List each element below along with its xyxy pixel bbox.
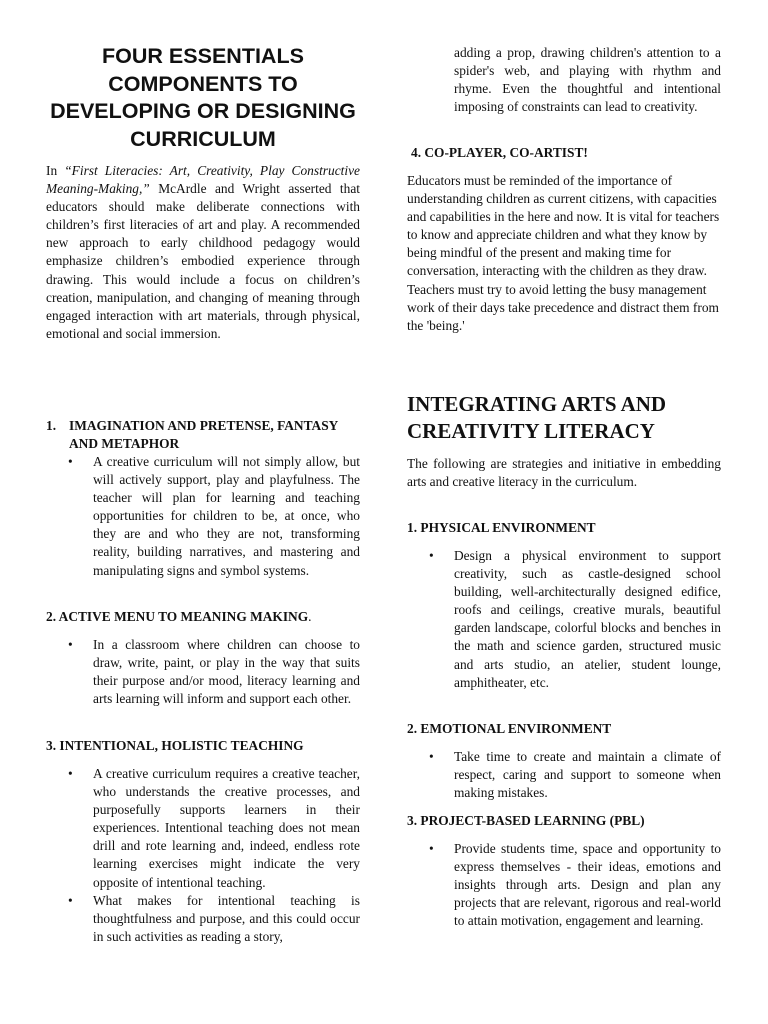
- book-title: “First Literacies: Art, Creativity, Play Constructive Meaning-Making,”: [46, 163, 360, 197]
- co-player-paragraph: Educators must be reminded of the importance of understanding children as current citizens, with capacities and capabilities in the here and now. It is vital for teachers to know and appreciate children and what they know by being mindful of the present and making time for conversation, interacting with the children as they draw. Teachers must try to avoid letting the busy management work of their days take precedence and distract them from the 'being.': [407, 173, 720, 333]
- bullet-icon: •: [429, 841, 434, 856]
- bullet-icon: •: [429, 548, 434, 563]
- bullet-icon: •: [68, 637, 73, 652]
- section-heading-co-player: 4. CO-PLAYER, CO-ARTIST!: [411, 145, 588, 160]
- list-item: [46, 453, 360, 580]
- physical-list: [407, 547, 721, 692]
- section-heading-physical: 1. PHYSICAL ENVIRONMENT: [407, 520, 596, 535]
- list-item: [46, 892, 360, 946]
- list-item-text: Provide students time, space and opportunity to express themselves - their ideas, emotions and insights through arts. Design and plan any projects that are relevant, rigorous and real-world to attain motivation, engagement and learning.: [454, 841, 721, 929]
- bullet-icon: •: [68, 454, 73, 469]
- integrating-intro: The following are strategies and initiative in embedding arts and creative literacy in the curriculum.: [407, 456, 721, 490]
- section-heading-text: 2. ACTIVE MENU TO MEANING MAKING: [46, 609, 309, 624]
- list-item-text: A creative curriculum will not simply allow, but will actively support, play and playfulness. The teacher will plan for learning and teaching opportunities for children to be, at once, who they are and who they are not, transforming reality, building narratives, and mastering and manipulating signs and symbol systems.: [93, 454, 360, 578]
- list-item-text: What makes for intentional teaching is thoughtfulness and purpose, and this could occur in such activities as reading a story,: [93, 892, 360, 944]
- list-item: [407, 748, 721, 802]
- active-menu-list: [46, 636, 360, 708]
- emotional-list: [407, 748, 721, 802]
- imagination-list: [46, 453, 360, 580]
- pbl-list: [407, 840, 721, 930]
- list-item-text: Design a physical environment to support creativity, such as castle-designed school building, well-architecturally designed edifice, roofs and ceilings, creative murals, beautiful garden landscape, colorful blocks and benches in the math and science garden, structured music and arts studio, an atelier, student lounge, amphitheater, etc.: [454, 548, 721, 690]
- section-heading-active-menu: [46, 608, 366, 626]
- heading-period: .: [308, 609, 312, 624]
- list-item: [46, 636, 360, 708]
- continued-paragraph: adding a prop, drawing children's attention to a spider's web, and playing with rhythm and rhyme. Even the thoughtful and intentional imposing of constraints can lead to creativity.: [454, 45, 721, 115]
- document-title: FOUR ESSENTIALS COMPONENTS TO DEVELOPING OR DESIGNING CURRICULUM: [50, 44, 356, 151]
- section-heading-text: IMAGINATION AND PRETENSE, FANTASY AND METAPHOR: [69, 418, 338, 451]
- section-heading-emotional: 2. EMOTIONAL ENVIRONMENT: [407, 721, 612, 736]
- section-heading-pbl: 3. PROJECT-BASED LEARNING (PBL): [407, 813, 645, 828]
- list-item-text: In a classroom where children can choose to draw, write, paint, or play in the way that suits their purpose and/or mood, literacy learning and arts learning will inform and support each other.: [93, 637, 360, 707]
- intro-paragraph: [46, 162, 360, 343]
- list-item: [407, 547, 721, 692]
- intro-pre: In: [46, 163, 65, 178]
- section-heading-intentional: 3. INTENTIONAL, HOLISTIC TEACHING: [46, 738, 304, 753]
- bullet-icon: •: [68, 892, 73, 908]
- list-item-text: Take time to create and maintain a climate of respect, caring and support to someone when making mistakes.: [454, 749, 721, 801]
- intentional-list: [46, 765, 360, 946]
- section-heading-imagination: [46, 417, 346, 453]
- section-title-integrating: INTEGRATING ARTS AND CREATIVITY LITERACY: [407, 392, 667, 443]
- list-item: [407, 840, 721, 930]
- bullet-icon: •: [68, 766, 73, 781]
- intro-post: McArdle and Wright asserted that educators should make deliberate connections with children’s first literacies of art and play. A recommended new approach to early childhood pedagogy would emphasize children’s embodied experience through drawing. This would include a focus on children’s creation, manipulation, and changing of meaning through engaged interaction with art materials, through physical, emotional and social immersion.: [46, 181, 360, 341]
- list-item: [46, 765, 360, 892]
- section-number: 1.: [46, 418, 57, 433]
- bullet-icon: •: [429, 749, 434, 764]
- list-item-text: A creative curriculum requires a creative teacher, who understands the creative processes, and purposefully supports learners in their experiences. Intentional teaching does not mean drill and rote learning and, indeed, endless rote learning exercises might indicate the very opposite of intentional teaching.: [93, 766, 360, 890]
